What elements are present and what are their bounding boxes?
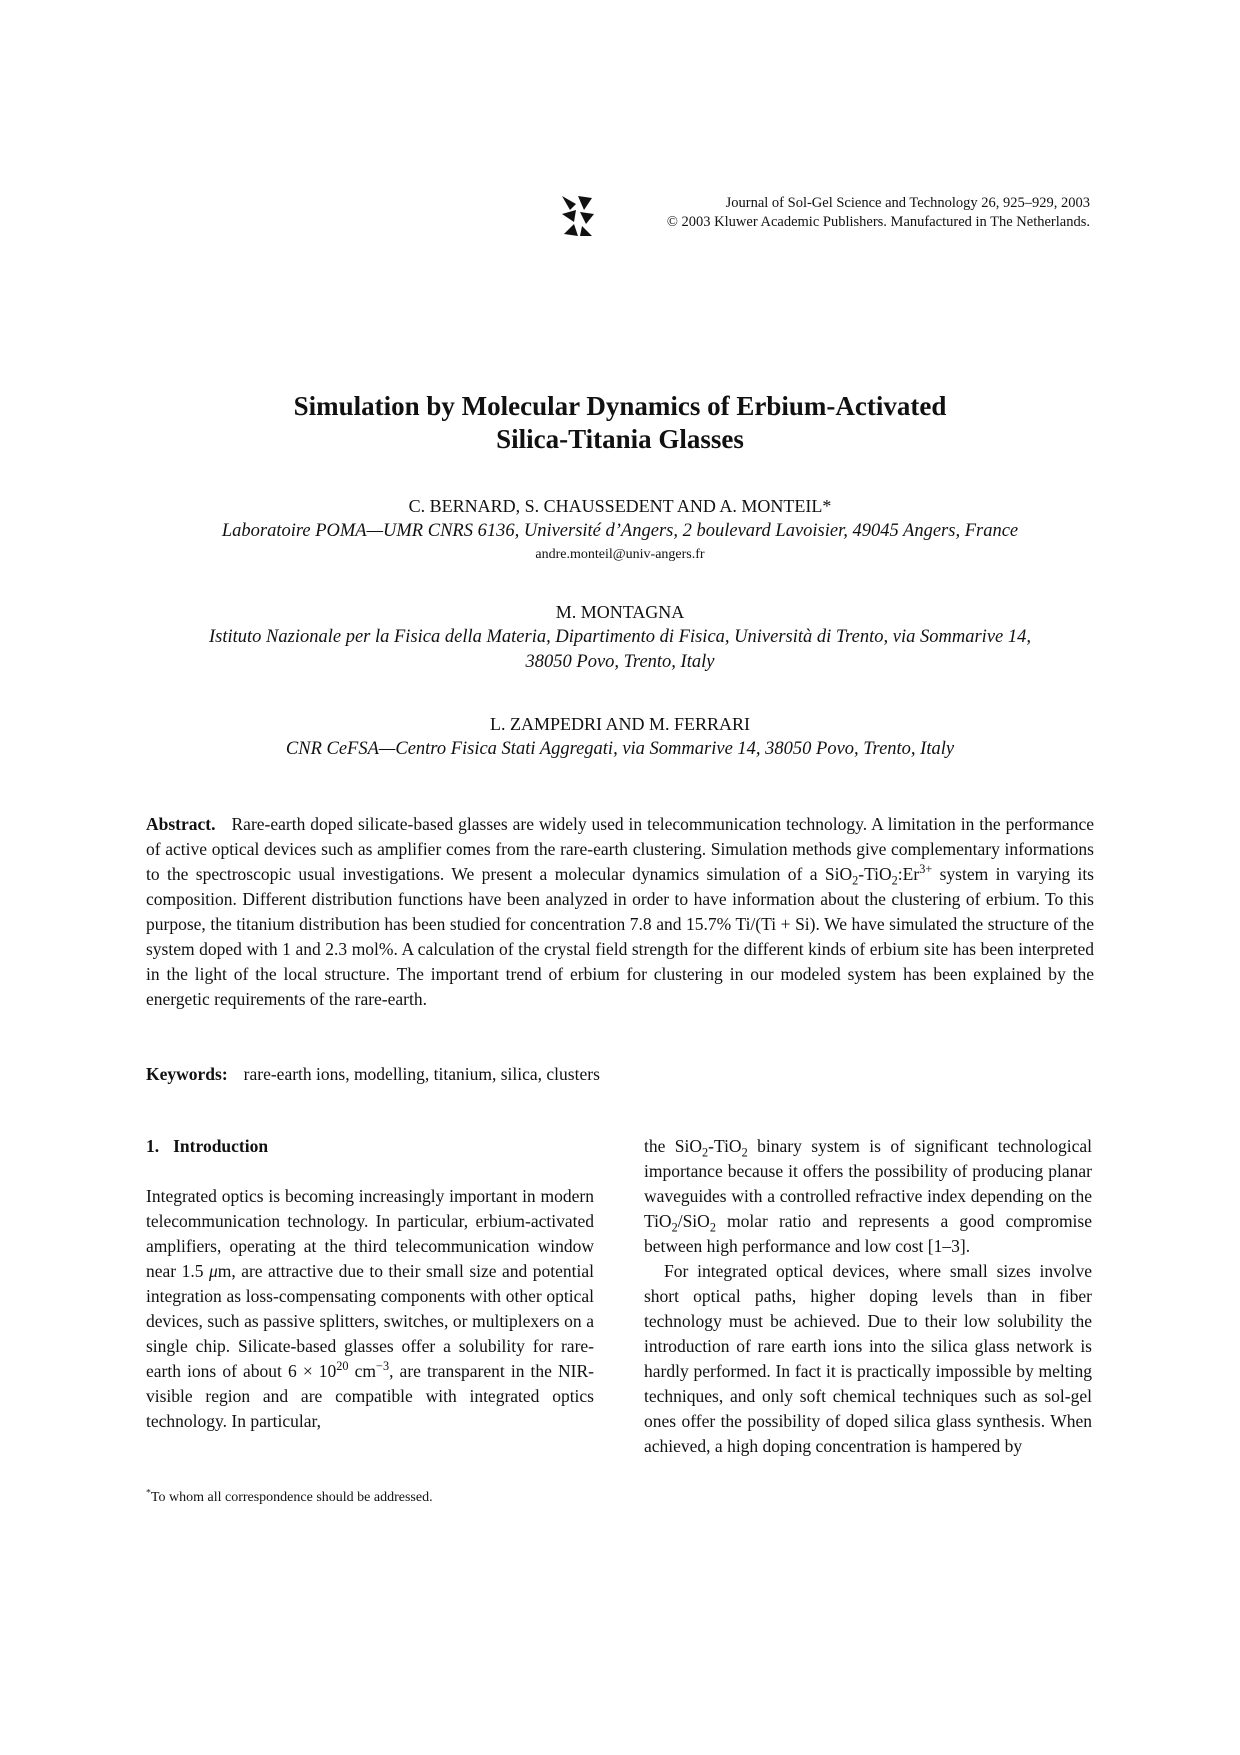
- keywords-list: rare-earth ions, modelling, titanium, silica, clusters: [243, 1064, 600, 1084]
- author-names: L. ZAMPEDRI AND M. FERRARI: [489, 714, 751, 734]
- journal-citation: Journal of Sol-Gel Science and Technology 26, 925–929, 2003: [725, 195, 1090, 211]
- author-group-2: [146, 600, 1094, 675]
- author-affiliation-cont: 38050 Povo, Trento, Italy: [525, 652, 715, 672]
- author-group-1: [146, 494, 1094, 566]
- keywords-label: Keywords:: [146, 1064, 228, 1084]
- author-affiliation: Istituto Nazionale per la Fisica della Materia, Dipartimento di Fisica, Università di Trento, via Sommarive 14,: [209, 627, 1031, 647]
- paragraph: the SiO$_2$-TiO$_2$ binary system is of significant technological importance because it offers the possibility of producing planar waveguides with a controlled refractive index depending on the TiO$_2$/SiO$_2$ molar ratio and represents a good compromise between high performance and low cost [1–3].: [644, 1136, 1092, 1256]
- author-affiliation: Laboratoire POMA—UMR CNRS 6136, Université d’Angers, 2 boulevard Lavoisier, 49045 Angers, France: [221, 521, 1019, 541]
- left-column: [146, 1134, 594, 1434]
- kluwer-logo-icon: [560, 194, 596, 238]
- author-group-3: [146, 712, 1094, 762]
- abstract-label: Abstract.: [146, 814, 216, 834]
- author-names: C. BERNARD, S. CHAUSSEDENT AND A. MONTEIL*: [408, 496, 832, 516]
- section-heading: 1. Introduction: [146, 1136, 269, 1156]
- keywords: [146, 1062, 1094, 1087]
- abstract: Abstract. Rare-earth doped silicate-based glasses are widely used in telecommunication technology. A limitation in the performance of active optical devices such as amplifier comes from the rare-earth clustering. Simulation methods give complementary informations to the spectroscopic usual investigations. We present a molecular dynamics simulation of a $SiO_2-TiO_2:Er^{3+}$ system in varying its composition. Different distribution functions have been analyzed in order to have information about the clustering of erbium. To this purpose, the titanium distribution has been studied for concentration 7.8 and 15.7% Ti/(Ti + Si). We have simulated the structure of the system doped with 1 and 2.3 mol%. A calculation of the crystal field strength for the different kinds of erbium site has been interpreted in the light of the local structure. The important trend of erbium for clustering in our modeled system has been explained by the energetic requirements of the rare-earth.: [146, 814, 1094, 1009]
- title-line-1: Simulation by Molecular Dynamics of Erbium-Activated: [293, 391, 947, 421]
- paragraph: Integrated optics is becoming increasingly important in modern telecommunication technology. In particular, erbium-activated amplifiers, operating at the third telecommunication window near 1.5 μm, are attractive due to their small size and potential integration as loss-compensating components with other optical devices, such as passive splitters, switches, or multiplexers on a single chip. Silicate-based glasses offer a solubility for rare-earth ions of about $6 \times 10^{20}$ $cm^{-3}$, are transparent in the NIR-visible region and are compatible with integrated optics technology. In particular,: [146, 1186, 594, 1431]
- paper-title: [146, 390, 1094, 456]
- right-column: [644, 1134, 1092, 1459]
- title-line-2: Silica-Titania Glasses: [496, 424, 744, 454]
- footnote: *To whom all correspondence should be addressed.: [146, 1487, 433, 1505]
- copyright-line: © 2003 Kluwer Academic Publishers. Manufactured in The Netherlands.: [666, 214, 1090, 230]
- author-email[interactable]: andre.monteil@univ-angers.fr: [535, 547, 705, 562]
- author-names: M. MONTAGNA: [555, 602, 685, 622]
- author-affiliation: CNR CeFSA—Centro Fisica Stati Aggregati, via Sommarive 14, 38050 Povo, Trento, Italy: [285, 739, 955, 759]
- paragraph: For integrated optical devices, where small sizes involve short optical paths, higher doping levels than in fiber technology must be achieved. Due to their low solubility the introduction of rare earth ions into the silica glass network is hardly performed. In fact it is practically impossible by melting techniques, and only soft chemical techniques such as sol-gel ones offer the possibility of doped silica glass synthesis. When achieved, a high doping concentration is hampered by: [644, 1261, 1092, 1456]
